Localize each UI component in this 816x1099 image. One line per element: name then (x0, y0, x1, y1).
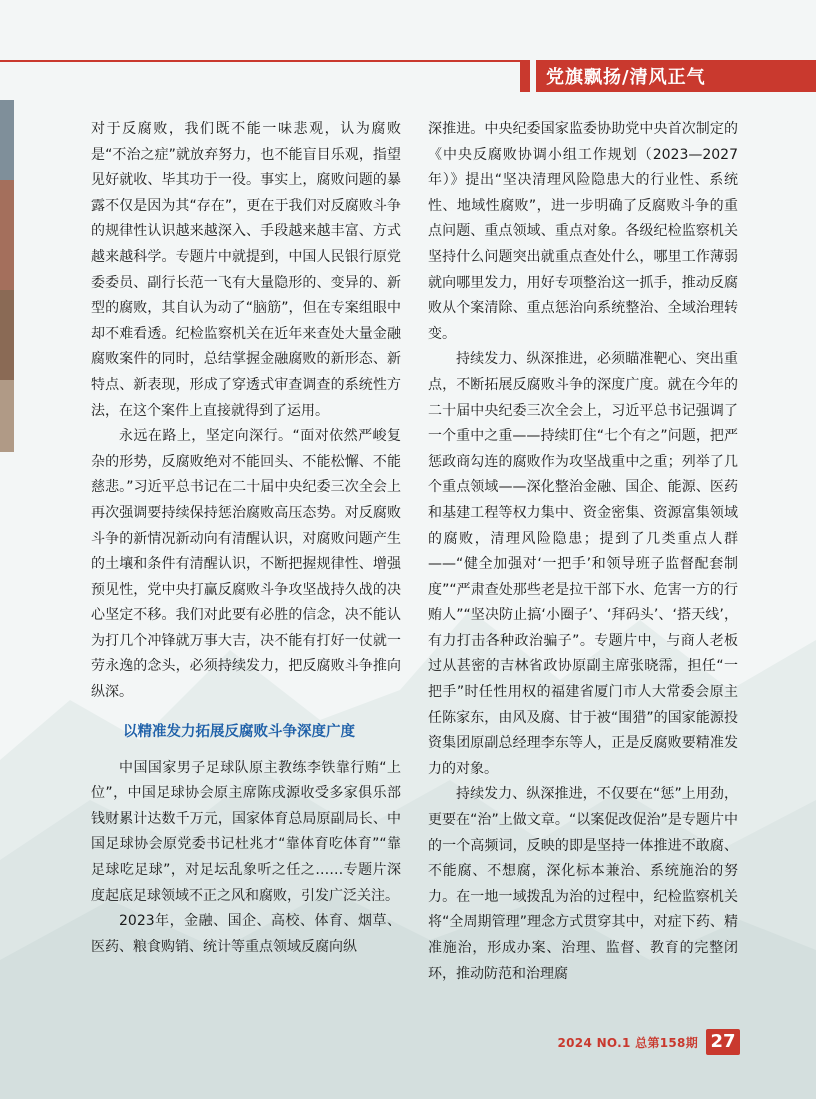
section-heading: 以精准发力拓展反腐败斗争深度广度 (123, 723, 355, 740)
paragraph: 对于反腐败，我们既不能一味悲观，认为腐败是“不治之症”就放弃努力，也不能盲目乐观，指望见好就收、毕其功于一役。事实上，腐败问题的暴露不仅是因为其“存在”，更在于我们对反腐败斗争的规律性认识越来越深入、手段越来越丰富、方式越来越科学。专题片中就提到，中国人民银行原党委委员、副行长范一飞有大量隐形的、变异的、新型的腐败，其自认为动了“脑筋”，但在专案组眼中却不难看透。纪检监察机关在近年来查处大量金融腐败案件的同时，总结掌握金融腐败的新形态、新特点、新表现，形成了穿透式审查调查的系统性方法，在这个案件上直接就得到了运用。 (91, 121, 401, 419)
paragraph: 持续发力、纵深推进，不仅要在“惩”上用劲，更要在“治”上做文章。“以案促改促治”是专题片中的一个高频词，反映的即是坚持一体推进不敢腐、不能腐、不想腐，深化标本兼治、系统施治的努力。在一地一域拨乱为治的过程中，纪检监察机关将“全周期管理”理念方式贯穿其中，对症下药、精准施治，形成办案、治理、监督、教育的完整闭环，推动防范和治理腐 (428, 786, 738, 982)
header-notch (530, 60, 536, 92)
paragraph: 持续发力、纵深推进，必须瞄准靶心、突出重点，不断拓展反腐败斗争的深度广度。就在今年的二十届中央纪委三次全会上，习近平总书记强调了一个重中之重——持续盯住“七个有之”问题，把严惩政商勾连的腐败作为攻坚战重中之重；列举了几个重点领域——深化整治金融、国企、能源、医药和基建工程等权力集中、资金密集、资源富集领域的腐败，清理风险隐患；提到了几类重点人群——“健全加强对‘一把手’和领导班子监督配套制度”“严肃查处那些老是拉干部下水、危害一方的行贿人”“坚决防止搞‘小圈子’、‘拜码头’、‘搭天线’，有力打击各种政治骗子”。专题片中，与商人老板过从甚密的吉林省政协原副主席张晓霈，担任“一把手”时任性用权的福建省厦门市人大常委会原主任陈家东，由风及腐、甘于被“围猎”的国家能源投资集团原副总经理李东等人，正是反腐败要精准发力的对象。 (428, 351, 738, 777)
paragraph: 永远在路上，坚定向深行。“面对依然严峻复杂的形势，反腐败绝对不能回头、不能松懈、不能慈悲。”习近平总书记在二十届中央纪委三次全会上再次强调要持续保持惩治腐败高压态势。对反腐败斗争的新情况新动向有清醒认识，对腐败问题产生的土壤和条件有清醒认识，不断把握规律性、增强预见性，党中央打赢反腐败斗争攻坚战持久战的决心坚定不移。我们对此要有必胜的信念，决不能认为打几个冲锋就万事大吉，决不能有打好一仗就一劳永逸的念头，必须持续发力，把反腐败斗争推向纵深。 (91, 428, 401, 701)
paragraph: 中国国家男子足球队原主教练李铁靠行贿“上位”，中国足球协会原主席陈戌源收受多家俱乐部钱财累计达数千万元，国家体育总局原副局长、中国足球协会原党委书记杜兆才“靠体育吃体育”“靠足球吃足球”，对足坛乱象听之任之……专题片深度起底足球领域不正之风和腐败，引发广泛关注。 (91, 759, 401, 904)
header-rule (0, 60, 530, 62)
paragraph: 2023年，金融、国企、高校、体育、烟草、医药、粮食购销、统计等重点领域反腐向纵 (91, 913, 401, 955)
page-footer (558, 1030, 741, 1054)
page-number: 27 (706, 1029, 740, 1055)
issue-info: 2024 NO.1 总第158期 (557, 1035, 698, 1050)
paragraph: 深推进。中央纪委国家监委协助党中央首次制定的《中央反腐败协调小组工作规划（2023—2027年）》提出“坚决清理风险隐患大的行业性、系统性、地域性腐败”，进一步明确了反腐败斗争的重点问题、重点领域、重点对象。各级纪检监察机关坚持什么问题突出就重点查处什么，哪里工作薄弱就向哪里发力，用好专项整治这一抓手，推动反腐败从个案清除、重点惩治向系统整治、全域治理转变。 (428, 121, 738, 342)
city-skyline-strip (0, 100, 14, 452)
article-column-left (91, 117, 401, 960)
article-column-right (428, 117, 738, 987)
header-banner (520, 60, 816, 92)
column-title: 党旗飘扬/清风正气 (546, 67, 706, 88)
